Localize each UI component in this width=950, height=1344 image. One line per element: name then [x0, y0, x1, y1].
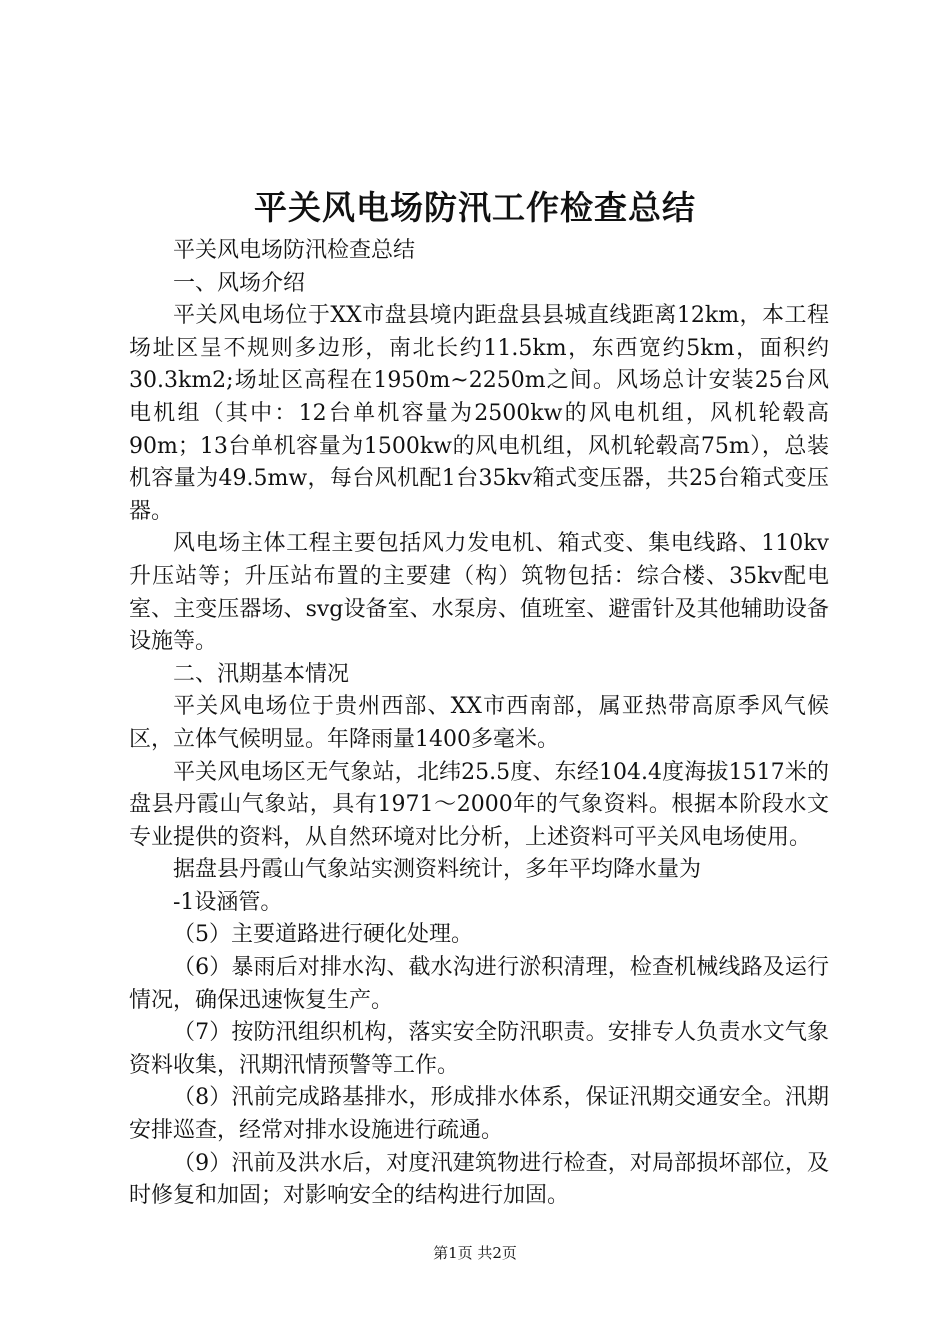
document-body — [129, 235, 829, 1213]
list-item: （7）按防汛组织机构，落实安全防汛职责。安排专人负责水文气象资料收集，汛期汛情预警等工作。 — [129, 1020, 829, 1078]
paragraph: 平关风电场位于贵州西部、XX市西南部，属亚热带高原季风气候区，立体气候明显。年降雨量1400多毫米。 — [129, 694, 829, 752]
document-title: 平关风电场防汛工作检查总结 — [254, 188, 696, 227]
list-item: （8）汛前完成路基排水，形成排水体系，保证汛期交通安全。汛期安排巡查，经常对排水设施进行疏通。 — [129, 1085, 829, 1144]
page-footer: 第1页 共2页 — [433, 1244, 517, 1262]
section-heading-2: 二、汛期基本情况 — [173, 661, 350, 687]
paragraph: 平关风电场区无气象站，北纬25.5度、东经104.4度海拔1517米的盘县丹霞山气象站，具有1971～2000年的气象资料。根据本阶段水文专业提供的资料，从自然环境对比分析，上述资料可平关风电场使用。 — [129, 759, 829, 850]
list-item: （6）暴雨后对排水沟、截水沟进行淤积清理，检查机械线路及运行情况，确保迅速恢复生产。 — [129, 955, 829, 1013]
section-heading-1: 一、风场介绍 — [173, 270, 306, 296]
list-item: （5）主要道路进行硬化处理。 — [173, 922, 473, 948]
paragraph: -1设涵管。 — [173, 889, 283, 915]
paragraph: 风电场主体工程主要包括风力发电机、箱式变、集电线路、110kv升压站等；升压站布置的主要建（构）筑物包括：综合楼、35kv配电室、主变压器场、svg设备室、水泵房、值班室、避雷针及其他辅助设备设施等。 — [129, 531, 829, 655]
list-item: （9）汛前及洪水后，对度汛建筑物进行检查，对局部损坏部位，及时修复和加固；对影响安全的结构进行加固。 — [129, 1150, 829, 1209]
paragraph-subtitle: 平关风电场防汛检查总结 — [173, 238, 416, 263]
paragraph: 平关风电场位于XX市盘县境内距盘县县城直线距离12km，本工程场址区呈不规则多边形，南北长约11.5km，东西宽约5km，面积约30.3km2;场址区高程在1950m~2250m之间。风场总计安装25台风电机组（其中：12台单机容量为2500kw的风电机组，风机轮毂高90m；13台单机容量为1500kw的风电机组，风机轮毂高75m），总装机容量为49.5mw，每台风机配1台35kv箱式变压器，共25台箱式变压器。 — [129, 303, 829, 524]
paragraph: 据盘县丹霞山气象站实测资料统计，多年平均降水量为 — [173, 857, 702, 883]
